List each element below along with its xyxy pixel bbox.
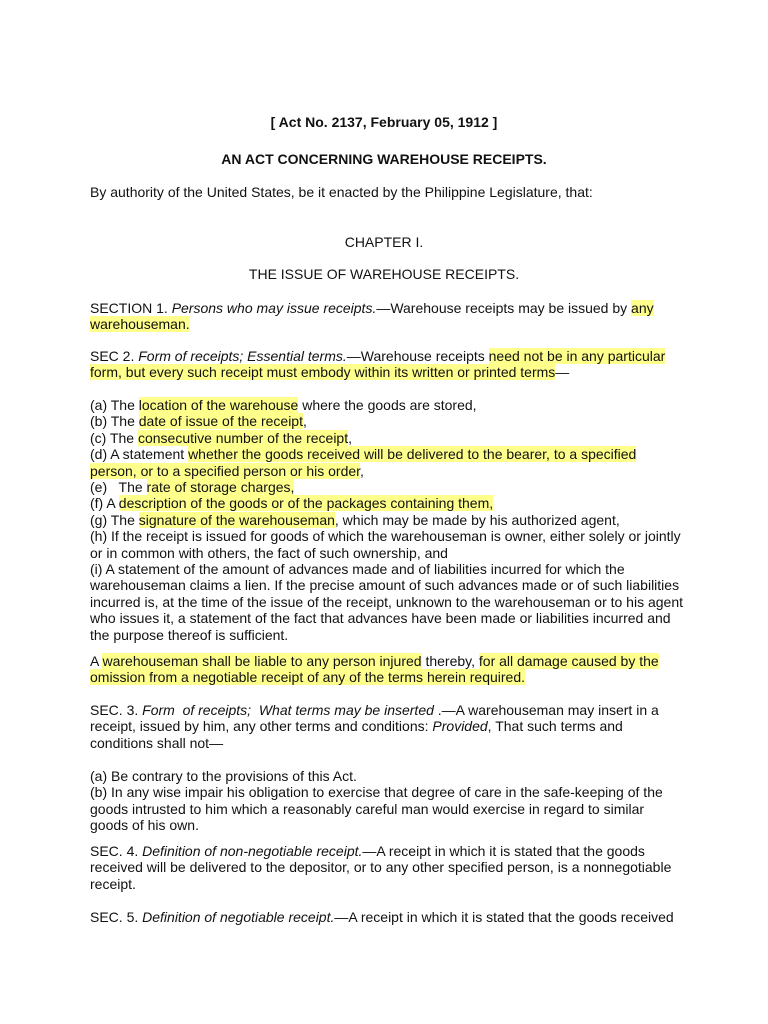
list-item-i-cont: incurred is, at the time of the issue of the receipt, unknown to the warehouseman or to his agent — [90, 593, 684, 610]
list-item-h: (h) If the receipt is issued for goods of which the warehouseman is owner, either solely or jointly — [90, 528, 681, 545]
list-item-i-cont: who issues it, a statement of the fact that advances have been made or liabilities incurred and — [90, 610, 671, 627]
section-1 — [90, 300, 690, 333]
list-item-i-cont: warehouseman claims a lien. If the precise amount of such advances made or of such liabilities — [90, 577, 680, 594]
highlight: omission from a negotiable receipt of any of the terms herein required. — [90, 669, 526, 686]
section-3-text: .—A warehouseman may insert in a — [433, 702, 659, 718]
section-2-line-1 — [90, 348, 690, 364]
section-3-line-2 — [90, 718, 690, 734]
section-2-text: —Warehouse receipts — [346, 348, 489, 364]
section-2-heading: Form of receipts; Essential terms. — [138, 348, 347, 364]
item-e-prefix: (e) The — [90, 479, 147, 496]
item-g-text: , which may be made by his authorized agent, — [334, 511, 620, 528]
section-4-heading: Definition of non-negotiable receipt. — [142, 843, 363, 859]
list-item-i: (i) A statement of the amount of advances made and of liabilities incurred for which the — [90, 561, 625, 578]
item-d-text: , — [360, 462, 364, 479]
highlight: signature of the warehouseman — [138, 511, 335, 528]
list-item-d — [90, 446, 690, 462]
list-item-a — [90, 397, 690, 413]
item-b-text: , — [302, 413, 307, 430]
item-c-text: , — [348, 429, 352, 446]
condition-a: (a) Be contrary to the provisions of this Act. — [90, 768, 357, 784]
section-5-text: —A receipt in which it is stated that the goods received — [334, 909, 674, 925]
section-4-line-2: received will be delivered to the depositor, or to any other specified person, is a nonnegotiable — [90, 859, 672, 876]
highlight: consecutive number of the receipt — [137, 429, 349, 446]
section-3-line-1 — [90, 702, 690, 718]
section-5-line-1 — [90, 909, 690, 925]
act-title: AN ACT CONCERNING WAREHOUSE RECEIPTS. — [221, 151, 547, 167]
liability-prefix: A — [90, 653, 103, 669]
highlight: whether the goods received will be delivered to the bearer, to a specified — [188, 446, 637, 463]
list-item-e — [90, 479, 690, 495]
liability-line-1 — [90, 653, 690, 669]
highlight: person, or to a specified person or his order — [90, 462, 361, 479]
act-number-heading: [ Act No. 2137, February 05, 1912 ] — [270, 114, 498, 130]
section-2-line-2 — [90, 364, 690, 380]
condition-b-cont: goods intrusted to him which a reasonably careful man would exercise in regard to similar — [90, 800, 645, 817]
item-f-prefix: (f) A — [90, 495, 119, 512]
section-1-prefix: SECTION 1. — [90, 300, 172, 316]
essential-terms-list — [90, 397, 690, 643]
section-3 — [90, 702, 690, 751]
section-1-heading: Persons who may issue receipts. — [171, 300, 377, 316]
section-4-line-1 — [90, 843, 690, 859]
section-3-line-3: conditions shall not— — [90, 734, 224, 751]
highlight: warehouseman. — [90, 316, 190, 333]
highlight: for all damage caused by the — [478, 653, 659, 669]
highlight: date of issue of the receipt — [138, 413, 303, 430]
condition-b-cont: goods of his own. — [90, 817, 199, 834]
item-g-prefix: (g) The — [90, 511, 139, 528]
section-5-heading: Definition of negotiable receipt. — [142, 909, 335, 925]
section-3-text: receipt, issued by him, any other terms and conditions: — [90, 718, 433, 735]
liability-line-2 — [90, 669, 690, 685]
item-c-prefix: (c) The — [90, 429, 138, 446]
section-4-line-3: receipt. — [90, 875, 136, 892]
section-4 — [90, 843, 690, 892]
section-2-dash: — — [555, 364, 570, 381]
preamble: By authority of the United States, be it enacted by the Philippine Legislature, that: — [90, 184, 593, 200]
list-item-h-cont: or in common with others, the fact of such ownership, and — [90, 544, 448, 561]
liability-text: thereby, — [421, 653, 479, 669]
list-item-c — [90, 430, 690, 446]
section-3-prefix: SEC. 3. — [90, 702, 143, 718]
highlight: description of the goods or of the packages containing them, — [118, 495, 494, 512]
list-item-f — [90, 495, 690, 511]
list-item-b — [90, 413, 690, 429]
highlight: rate of storage charges, — [146, 479, 295, 496]
list-item-g — [90, 512, 690, 528]
section-4-text: —A receipt in which it is stated that the goods — [362, 843, 645, 859]
chapter-label: CHAPTER I. — [344, 234, 424, 250]
highlight: need not be in any particular — [488, 348, 666, 364]
section-1-text: —Warehouse receipts may be issued by — [376, 300, 632, 316]
item-a-text: where the goods are stored, — [298, 397, 477, 413]
list-item-i-cont: the purpose thereof is sufficient. — [90, 626, 289, 643]
section-3-heading: Form of receipts; What terms may be inserted — [142, 702, 434, 718]
section-3-conditions — [90, 768, 690, 834]
item-a-prefix: (a) The — [90, 397, 139, 413]
chapter-title: THE ISSUE OF WAREHOUSE RECEIPTS. — [248, 266, 520, 282]
section-5-prefix: SEC. 5. — [90, 909, 143, 925]
highlight: form, but every such receipt must embody within its written or printed terms — [90, 364, 556, 381]
list-item-d-cont — [90, 463, 690, 479]
highlight: warehouseman shall be liable to any person injured — [102, 653, 422, 669]
provided-term: Provided — [432, 718, 488, 735]
section-2-prefix: SEC 2. — [90, 348, 139, 364]
item-d-prefix: (d) A statement — [90, 446, 189, 463]
item-b-prefix: (b) The — [90, 413, 139, 430]
section-5 — [90, 909, 690, 925]
section-1-line-2 — [90, 316, 690, 332]
section-1-line-1 — [90, 300, 690, 316]
liability-paragraph — [90, 653, 690, 686]
section-4-prefix: SEC. 4. — [90, 843, 143, 859]
condition-b: (b) In any wise impair his obligation to exercise that degree of care in the safe-keeping of the — [90, 784, 663, 801]
section-3-text: , That such terms and — [487, 718, 623, 735]
highlight: any — [631, 300, 654, 316]
section-2 — [90, 348, 690, 381]
highlight: location of the warehouse — [138, 397, 299, 413]
